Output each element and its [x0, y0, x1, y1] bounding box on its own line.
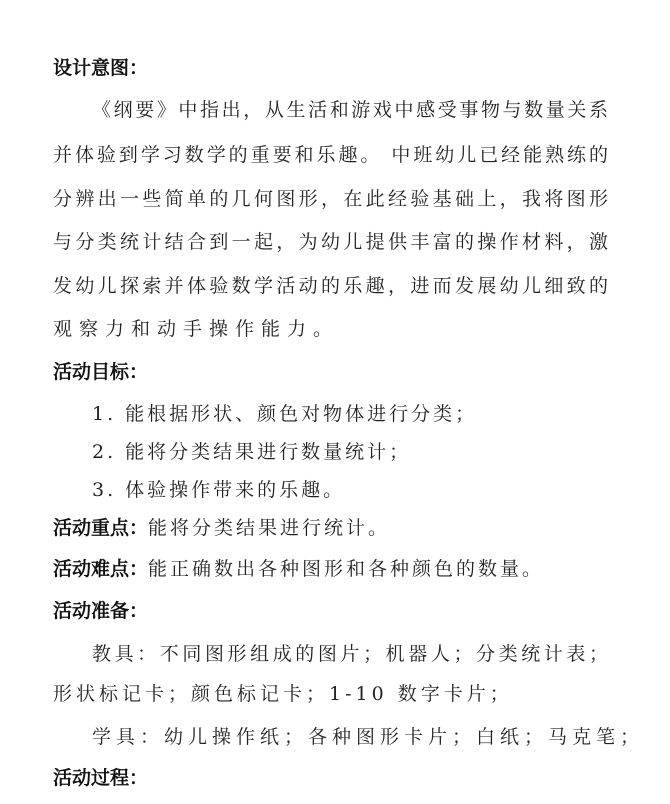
goal-item: 1. 能根据形状、颜色对物体进行分类； [92, 403, 478, 425]
paragraph-line: 发幼儿探索并体验数学活动的乐趣，进而发展幼儿细致的 [53, 275, 608, 297]
difficulty [53, 557, 544, 581]
heading-goals: 活动目标： [53, 361, 149, 383]
heading-design-intent: 设计意图： [53, 57, 149, 79]
paragraph-line: 观察力和动手操作能力。 [53, 318, 340, 340]
key-point-text: 能将分类结果进行统计。 [148, 517, 391, 539]
paragraph-line: 《纲要》中指出，从生活和游戏中感受事物与数量关系 [92, 99, 608, 121]
difficulty-text: 能正确数出各种图形和各种颜色的数量。 [148, 558, 545, 580]
goal-item: 2. 能将分类结果进行数量统计； [92, 441, 412, 463]
student-materials-line: 学具：幼儿操作纸；各种图形卡片；白纸；马克笔； [92, 726, 645, 748]
key-point [53, 516, 390, 540]
key-point-label: 活动重点： [53, 517, 149, 539]
paragraph-line: 分辨出一些简单的几何图形，在此经验基础上，我将图形 [53, 188, 608, 210]
teacher-materials-line: 形状标记卡；颜色标记卡；1-10 数字卡片； [53, 683, 513, 705]
paragraph-line: 并体验到学习数学的重要和乐趣。 中班幼儿已经能熟练的 [53, 144, 608, 166]
heading-preparation: 活动准备： [53, 600, 149, 622]
difficulty-label: 活动难点： [53, 558, 149, 580]
paragraph-line: 与分类统计结合到一起，为幼儿提供丰富的操作材料，激 [53, 231, 608, 253]
heading-process: 活动过程： [53, 767, 149, 789]
goal-item: 3. 体验操作带来的乐趣。 [92, 479, 346, 501]
teacher-materials-line: 教具：不同图形组成的图片；机器人；分类统计表； [92, 643, 608, 665]
